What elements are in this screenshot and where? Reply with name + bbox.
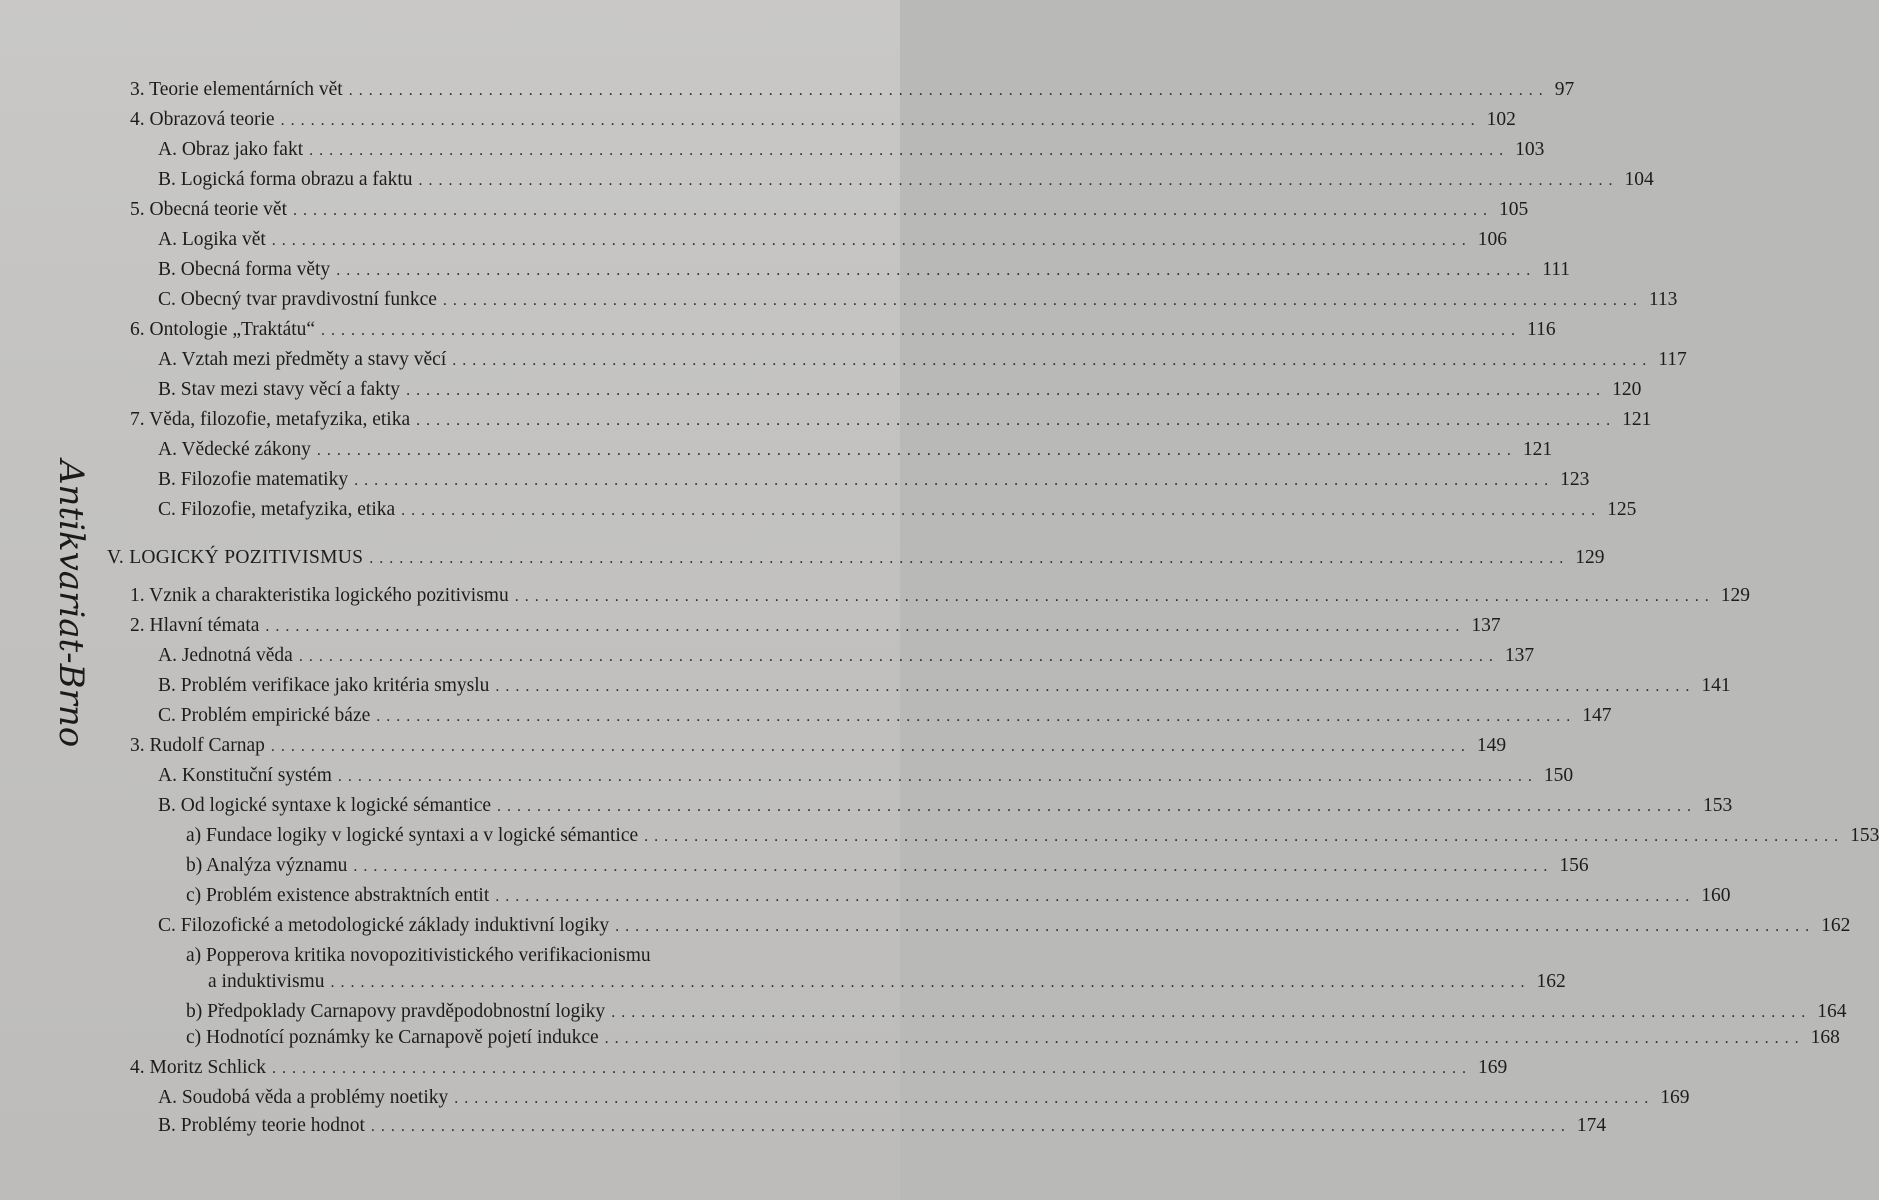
toc-entry: [158, 222, 1508, 252]
toc-entry: [130, 312, 1556, 342]
toc-entry: [158, 162, 1654, 192]
toc-page-number: 121: [1522, 439, 1553, 460]
toc-page-number: 162: [1821, 915, 1851, 936]
toc-leader-dots: ........................................................................................................................: [418, 172, 1619, 189]
watermark-graphic: [48, 460, 91, 760]
watermark-text: Antikvariat-Brno: [51, 460, 91, 748]
toc-entry-label: 7. Věda, filozofie, metafyzika, etika: [130, 409, 411, 430]
toc-leader-dots: ........................................................................................................................: [495, 888, 1696, 905]
toc-entry: [158, 668, 1731, 698]
toc-page-number: 97: [1554, 79, 1575, 100]
toc-entry: [186, 848, 1589, 878]
toc-page-number: 164: [1817, 1001, 1847, 1022]
toc-leader-dots: ........................................................................................................................: [280, 112, 1481, 129]
toc-page-number: 141: [1701, 675, 1731, 696]
toc-entry: [130, 192, 1529, 222]
toc-entry-label: B. Od logické syntaxe k logické sémantice: [158, 795, 492, 816]
toc-entry-label: C. Obecný tvar pravdivostní funkce: [158, 289, 437, 310]
toc-leader-dots: ........................................................................................................................: [416, 412, 1617, 429]
toc-leader-dots: ........................................................................................................................: [348, 82, 1549, 99]
toc-entry: [130, 728, 1507, 758]
toc-leader-dots: ........................................................................................................................: [611, 1004, 1812, 1021]
toc-page-number: 169: [1660, 1087, 1690, 1108]
toc-entry-label: 5. Obecná teorie vět: [130, 199, 288, 220]
toc-leader-dots: ........................................................................................................................: [271, 1060, 1472, 1077]
toc-page-number: 129: [1575, 547, 1605, 568]
toc-entry-label: 4. Obrazová teorie: [130, 109, 275, 130]
toc-leader-dots: ........................................................................................................................: [353, 858, 1554, 875]
toc-entry: [158, 282, 1678, 312]
toc-entry: [158, 908, 1851, 938]
toc-leader-dots: ........................................................................................................................: [514, 588, 1715, 605]
toc-entry-label: A. Vztah mezi předměty a stavy věcí: [158, 349, 447, 370]
toc-page-number: 117: [1658, 349, 1687, 370]
toc-entry-label: A. Konstituční systém: [158, 765, 332, 786]
toc-entry-label: C. Filozofické a metodologické základy induktivní logiky: [158, 915, 610, 936]
toc-entry-label: B. Problém verifikace jako kritéria smyslu: [158, 675, 490, 696]
toc-leader-dots: ........................................................................................................................: [604, 1030, 1805, 1047]
toc-entry-label: A. Obraz jako fakt: [158, 139, 304, 160]
toc-entry-label: a) Popperova kritika novopozitivistického verifikacionismu: [186, 945, 651, 966]
toc-entry-label: C. Filozofie, metafyzika, etika: [158, 499, 396, 520]
toc-entry: [186, 878, 1731, 908]
toc-page-number: 156: [1559, 855, 1589, 876]
toc-chapter: [107, 540, 1605, 570]
toc-entry: [130, 72, 1575, 102]
toc-entry-label: 2. Hlavní témata: [130, 615, 260, 636]
toc-entry: [186, 1020, 1840, 1050]
toc-leader-dots: ........................................................................................................................: [330, 974, 1531, 991]
toc-entry: [158, 492, 1637, 522]
toc-leader-dots: ........................................................................................................................: [321, 322, 1522, 339]
toc-page-number: 125: [1607, 499, 1637, 520]
toc-page-number: 153: [1703, 795, 1733, 816]
toc-page-number: 120: [1612, 379, 1642, 400]
toc-entry: [130, 402, 1652, 432]
toc-leader-dots: ........................................................................................................................: [369, 550, 1570, 567]
toc-leader-dots: ........................................................................................................................: [497, 798, 1698, 815]
toc-entry: [158, 372, 1642, 402]
toc-page-number: 129: [1720, 585, 1750, 606]
toc-page-number: 150: [1543, 765, 1574, 786]
toc-page-number: 147: [1582, 705, 1612, 726]
toc-leader-dots: ........................................................................................................................: [495, 678, 1696, 695]
toc-page-number: 105: [1499, 199, 1529, 220]
toc-leader-dots: ........................................................................................................................: [454, 1090, 1655, 1107]
toc-entry: [130, 1050, 1508, 1080]
toc-entry: [186, 818, 1879, 848]
toc-leader-dots: ........................................................................................................................: [298, 648, 1499, 665]
toc-entry: [158, 252, 1570, 282]
toc-page-number: 137: [1504, 645, 1535, 666]
toc-entry-label: c) Problém existence abstraktních entit: [186, 885, 490, 906]
toc-page-number: 160: [1701, 885, 1731, 906]
toc-entry-label: A. Soudobá věda a problémy noetiky: [158, 1087, 449, 1108]
toc-page-number: 116: [1527, 319, 1556, 340]
toc-entry: [158, 638, 1535, 668]
toc-page-number: 106: [1477, 229, 1508, 250]
toc-page-number: 121: [1622, 409, 1652, 430]
toc-leader-dots: ........................................................................................................................: [376, 708, 1577, 725]
toc-entry-label: B. Problémy teorie hodnot: [158, 1115, 365, 1136]
toc-entry: [130, 578, 1750, 608]
toc-entry-label: 4. Moritz Schlick: [130, 1057, 266, 1078]
toc-leader-dots: ........................................................................................................................: [644, 828, 1845, 845]
toc-entry: [158, 788, 1733, 818]
toc-leader-dots: ........................................................................................................................: [615, 918, 1816, 935]
toc-leader-dots: ........................................................................................................................: [293, 202, 1494, 219]
toc-entry-label: B. Filozofie matematiky: [158, 469, 349, 490]
toc-entry-label: B. Logická forma obrazu a faktu: [158, 169, 413, 190]
toc-entry-label: c) Hodnotící poznámky ke Carnapově pojetí indukce: [186, 1027, 599, 1048]
toc-page-number: 168: [1810, 1027, 1840, 1048]
toc-page-number: 104: [1624, 169, 1654, 190]
toc-page-number: 102: [1486, 109, 1516, 130]
toc-leader-dots: ........................................................................................................................: [336, 262, 1537, 279]
toc-entry: [158, 1080, 1690, 1110]
toc-leader-dots: ........................................................................................................................: [309, 142, 1510, 159]
toc-entry-label: 6. Ontologie „Traktátu“: [130, 319, 316, 340]
watermark: [48, 460, 91, 760]
toc-entry: [208, 964, 1566, 994]
toc-entry: [158, 342, 1687, 372]
toc-entry-label: 1. Vznik a charakteristika logického pozitivismu: [130, 585, 509, 606]
toc-entry: [158, 758, 1574, 788]
toc-entry-label: b) Předpoklady Carnapovy pravděpodobnostní logiky: [186, 1001, 606, 1022]
toc-entry: [158, 462, 1590, 492]
toc-leader-dots: ........................................................................................................................: [337, 768, 1538, 785]
toc-leader-dots: ........................................................................................................................: [406, 382, 1607, 399]
toc-leader-dots: ........................................................................................................................: [452, 352, 1653, 369]
toc-entry-label: B. Obecná forma věty: [158, 259, 331, 280]
toc-leader-dots: ........................................................................................................................: [271, 232, 1472, 249]
toc-leader-dots: ........................................................................................................................: [442, 292, 1643, 309]
toc-leader-dots: ........................................................................................................................: [270, 738, 1471, 755]
toc-entry-label: C. Problém empirické báze: [158, 705, 371, 726]
toc-entry: [158, 1108, 1607, 1138]
toc-entry-label: a) Fundace logiky v logické syntaxi a v logické sémantice: [186, 825, 639, 846]
toc-entry: [130, 102, 1516, 132]
toc-entry: [130, 608, 1501, 638]
toc-leader-dots: ........................................................................................................................: [370, 1118, 1571, 1135]
toc-entry: [158, 132, 1545, 162]
toc-page-number: 123: [1560, 469, 1590, 490]
toc-entry-label: V. LOGICKÝ POZITIVISMUS: [107, 547, 364, 568]
toc-entry-label: A. Vědecké zákony: [158, 439, 311, 460]
toc-entry-label: a induktivismu: [208, 971, 325, 992]
toc-page-number: 111: [1542, 259, 1570, 280]
toc-page-number: 153: [1850, 825, 1879, 846]
toc-entry-label: A. Logika vět: [158, 229, 266, 250]
toc-entry-label: A. Jednotná věda: [158, 645, 293, 666]
toc-entry-label: 3. Teorie elementárních vět: [130, 79, 343, 100]
toc-entry-label: 3. Rudolf Carnap: [130, 735, 265, 756]
toc-entry-label: b) Analýza významu: [186, 855, 348, 876]
toc-page-number: 137: [1471, 615, 1501, 636]
toc-page-number: 162: [1536, 971, 1566, 992]
toc-entry: [158, 432, 1553, 462]
toc-entry-label: B. Stav mezi stavy věcí a fakty: [158, 379, 401, 400]
toc-page-number: 174: [1576, 1115, 1607, 1136]
toc-leader-dots: ........................................................................................................................: [401, 502, 1602, 519]
toc-leader-dots: ........................................................................................................................: [354, 472, 1555, 489]
toc-page-number: 149: [1476, 735, 1507, 756]
toc-page-number: 169: [1477, 1057, 1508, 1078]
toc-leader-dots: ........................................................................................................................: [316, 442, 1517, 459]
toc-leader-dots: ........................................................................................................................: [265, 618, 1466, 635]
toc-entry: [158, 698, 1612, 728]
toc-page-number: 103: [1515, 139, 1545, 160]
toc-page-number: 113: [1648, 289, 1678, 310]
